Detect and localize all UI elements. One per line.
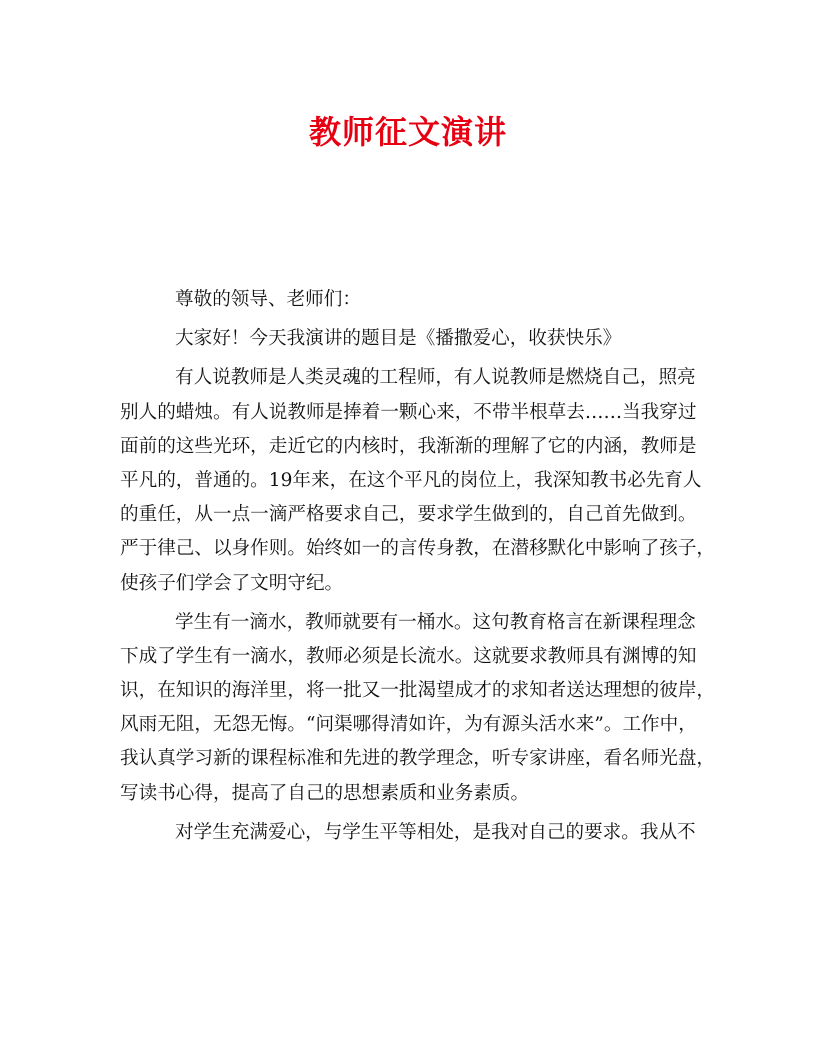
text-line: 的重任，从一点一滴严格要求自己，要求学生做到的，自己首先做到。: [120, 504, 697, 526]
text-line: 别人的蜡烛。有人说教师是捧着一颗心来，不带半根草去……当我穿过: [120, 401, 697, 423]
text-line: 大家好！今天我演讲的题目是《播撒爱心，收获快乐》: [175, 328, 622, 350]
text-line: 严于律己、以身作则。始终如一的言传身教，在潜移默化中影响了孩子，: [120, 538, 716, 560]
text-line: 尊敬的领导、老师们：: [175, 289, 361, 310]
text-line: 面前的这些光环，走近它的内核时，我渐渐的理解了它的内涵，教师是: [120, 435, 697, 457]
paragraph-greeting: [120, 322, 700, 356]
page-title: 教师征文演讲: [308, 113, 507, 151]
text-line: 对学生充满爱心，与学生平等相处，是我对自己的要求。我从不: [175, 821, 696, 843]
paragraph-body: [120, 606, 716, 811]
text-line: 平凡的，普通的。19年来，在这个平凡的岗位上，我深知教书必先育人: [120, 469, 702, 491]
document-body: [120, 283, 716, 850]
text-line: 识，在知识的海洋里，将一批又一批渴望成才的求知者送达理想的彼岸，: [120, 680, 716, 702]
text-line: 使孩子们学会了文明守纪。: [120, 572, 344, 594]
text-line: 下成了学生有一滴水，教师必须是长流水。这就要求教师具有渊博的知: [120, 645, 697, 667]
paragraph-body: [120, 361, 716, 600]
paragraph-body: [120, 816, 700, 850]
paragraph-salutation: [120, 283, 700, 317]
text-line: 风雨无阻，无怨无悔。“问渠哪得清如许，为有源头活水来”。工作中，: [120, 714, 697, 736]
text-line: 有人说教师是人类灵魂的工程师，有人说教师是燃烧自己，照亮: [175, 367, 696, 389]
text-line: 写读书心得，提高了自己的思想素质和业务素质。: [120, 782, 530, 804]
text-line: 学生有一滴水，教师就要有一桶水。这句教育格言在新课程理念: [175, 611, 696, 633]
text-line: 我认真学习新的课程标准和先进的教学理念，听专家讲座，看名师光盘，: [120, 748, 716, 770]
